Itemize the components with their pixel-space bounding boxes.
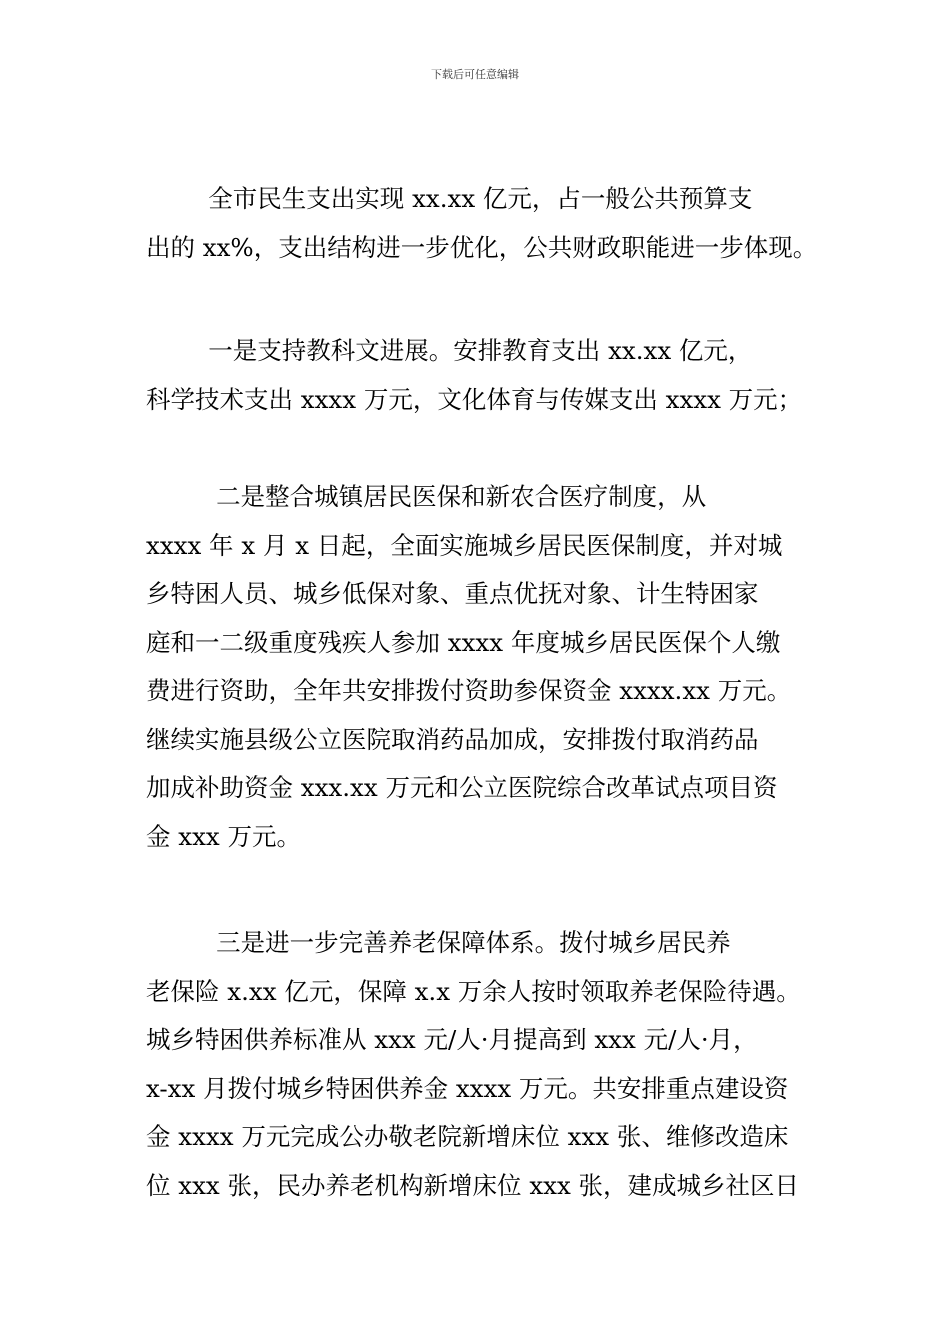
paragraph-line: x-xx 月拨付城乡特困供养金 xxxx 万元。共安排重点建设资	[146, 1073, 789, 1103]
paragraph-line: 三是进一步完善养老保障体系。拨付城乡居民养	[146, 928, 731, 957]
paragraph-line: xxxx 年 x 月 x 日起，全面实施城乡居民医保制度，并对城	[146, 530, 783, 560]
paragraph-medical-insurance	[146, 473, 826, 861]
paragraph-line: 出的 xx%，支出结构进一步优化，公共财政职能进一步体现。	[146, 232, 818, 262]
page-header: 下载后可任意编辑	[431, 68, 519, 81]
paragraph-line: 乡特困人员、城乡低保对象、重点优抚对象、计生特困家	[146, 579, 759, 608]
paragraph-line: 一是支持教科文进展。安排教育支出 xx.xx 亿元，	[146, 336, 753, 365]
paragraph-line: 全市民生支出实现 xx.xx 亿元，占一般公共预算支	[146, 184, 753, 213]
paragraph-line: 加成补助资金 xxx.xx 万元和公立医院综合改革试点项目资	[146, 773, 778, 802]
paragraph-line: 老保险 x.xx 亿元，保障 x.x 万余人按时领取养老保险待遇。	[146, 976, 801, 1006]
paragraph-pension-system	[146, 919, 826, 1210]
paragraph-line: 费进行资助，全年共安排拨付资助参保资金 xxxx.xx 万元。	[146, 676, 792, 705]
paragraph-livelihood-spending	[146, 175, 826, 272]
paragraph-line: 金 xxx 万元。	[146, 821, 302, 851]
paragraph-line: 二是整合城镇居民医保和新农合医疗制度，从	[146, 482, 707, 511]
paragraph-education-science-culture	[146, 327, 826, 424]
paragraph-line: 庭和一二级重度残疾人参加 xxxx 年度城乡居民医保个人缴	[146, 627, 781, 657]
paragraph-line: 位 xxx 张，民办养老机构新增床位 xxx 张，建成城乡社区日	[146, 1170, 800, 1200]
paragraph-line: 继续实施县级公立医院取消药品加成，安排拨付取消药品	[146, 724, 759, 754]
paragraph-line: 金 xxxx 万元完成公办敬老院新增床位 xxx 张、维修改造床	[146, 1122, 789, 1151]
paragraph-line: 城乡特困供养标准从 xxx 元/人·月提高到 xxx 元/人·月，	[146, 1025, 758, 1054]
paragraph-line: 科学技术支出 xxxx 万元，文化体育与传媒支出 xxxx 万元；	[146, 384, 803, 414]
